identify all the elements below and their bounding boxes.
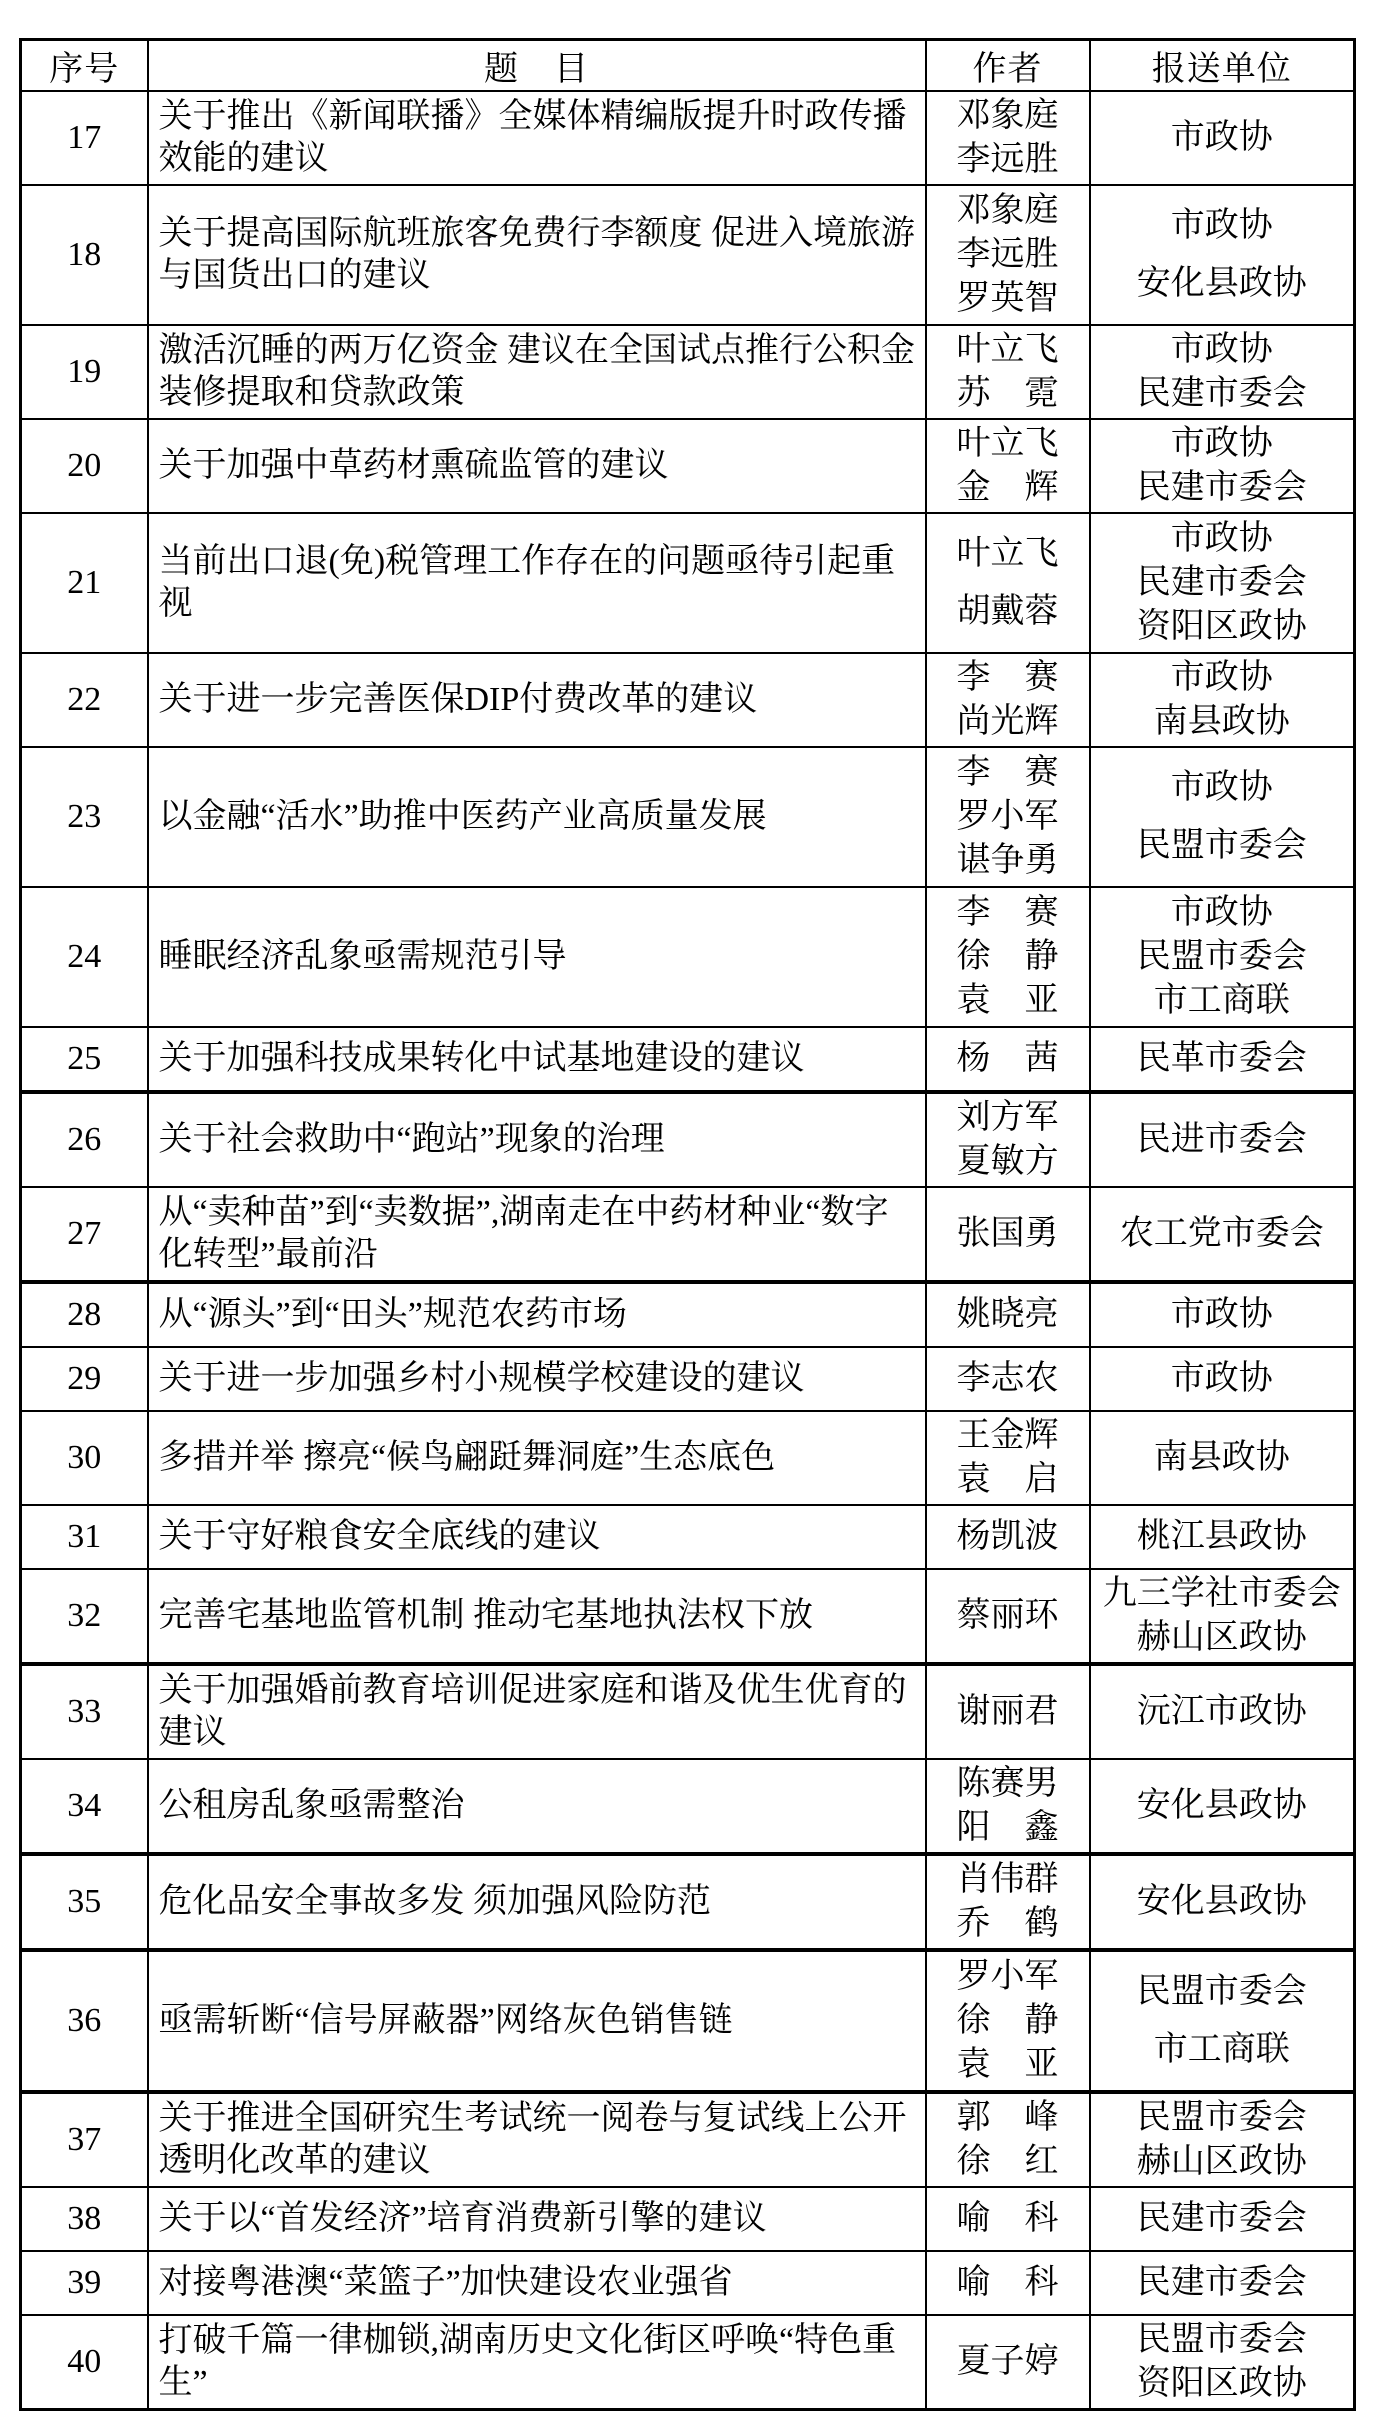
unit-name: 民进市委会 [1136,1121,1307,1158]
row-authors-stack [927,1952,1089,2090]
row-title-cell [148,185,926,325]
row-authors-stack [927,1028,1089,1090]
unit-name: 市政协 [1170,1296,1273,1333]
row-title-cell [148,1854,926,1950]
row-authors-cell [926,1854,1090,1950]
author-name: 喻 科 [956,2264,1059,2301]
author-name: 李志农 [956,1360,1059,1397]
row-authors-stack [927,2316,1089,2408]
table-row [21,1411,1355,1505]
row-title-text: 以金融“活水”助推中医药产业高质量发展 [158,798,767,835]
row-title-cell [148,1282,926,1347]
table-row [21,1092,1355,1187]
table-row [21,1950,1355,2092]
unit-name: 资阳区政协 [1136,2364,1307,2402]
row-authors-stack [927,2188,1089,2250]
row-serial-number: 27 [21,1187,148,1282]
author-name: 夏敏方 [956,1142,1059,1180]
author-name: 罗小军 [956,1958,1059,1995]
row-authors-cell [926,91,1090,185]
row-title-text: 公租房乱象亟需整治 [158,1787,465,1824]
unit-name: 民盟市委会 [1136,827,1307,865]
row-authors-stack [927,186,1089,324]
row-title-text: 当前出口退(免)税管理工作存在的问题亟待引起重视 [158,543,896,622]
table-row [21,1027,1355,1092]
table-row [21,513,1355,653]
row-title-cell [148,1187,926,1282]
row-serial-number: 29 [21,1347,148,1411]
row-authors-stack [927,2252,1089,2314]
row-authors-cell [926,887,1090,1027]
unit-name: 南县政协 [1153,702,1290,740]
row-authors-cell [926,325,1090,419]
author-name: 喻 科 [956,2200,1059,2237]
row-title-text: 关于社会救助中“跑站”现象的治理 [158,1121,665,1158]
unit-name: 市政协 [1170,331,1273,369]
row-authors-stack [927,748,1089,886]
author-name: 袁 亚 [956,2046,1059,2083]
row-title-cell [148,1092,926,1187]
row-units-stack [1091,1284,1354,1346]
table-row [21,887,1355,1027]
row-serial-number: 38 [21,2187,148,2251]
row-authors-cell [926,1092,1090,1187]
row-units-cell [1090,887,1355,1027]
row-title-text: 完善宅基地监管机制 推动宅基地执法权下放 [158,1597,813,1634]
author-name: 邓象庭 [956,192,1059,229]
row-authors-stack [927,1760,1089,1852]
table-row [21,2315,1355,2410]
row-units-stack [1091,92,1354,184]
unit-name: 民盟市委会 [1136,2321,1307,2359]
row-title-cell [148,419,926,513]
row-authors-cell [926,2092,1090,2187]
row-serial-number: 25 [21,1027,148,1092]
author-name: 金 辉 [956,468,1059,506]
row-authors-cell [926,1505,1090,1569]
row-authors-stack [927,1570,1089,1662]
author-name: 肖伟群 [956,1861,1059,1899]
row-units-cell [1090,1664,1355,1759]
row-authors-cell [926,2315,1090,2410]
table-row [21,325,1355,419]
header-author: 作者 [926,40,1090,92]
table-row [21,91,1355,185]
row-authors-stack [927,1506,1089,1568]
author-name: 李 赛 [956,754,1059,791]
row-title-cell [148,887,926,1027]
table-row [21,185,1355,325]
unit-name: 民盟市委会 [1136,2099,1307,2137]
author-name: 李 赛 [956,894,1059,931]
row-authors-stack [927,326,1089,418]
row-serial-number: 20 [21,419,148,513]
row-serial-number: 32 [21,1569,148,1664]
row-authors-stack [927,888,1089,1026]
row-serial-number: 34 [21,1759,148,1854]
author-name: 邓象庭 [956,97,1059,135]
row-units-stack [1091,1028,1354,1090]
unit-name: 安化县政协 [1136,1787,1307,1824]
unit-name: 资阳区政协 [1136,608,1307,645]
table-row [21,2092,1355,2187]
table-row [21,1347,1355,1411]
row-units-cell [1090,1854,1355,1950]
row-title-text: 从“源头”到“田头”规范农药市场 [158,1296,627,1333]
author-name: 杨 茜 [956,1040,1059,1077]
unit-name: 桃江县政协 [1136,1518,1307,1555]
row-title-text: 关于加强科技成果转化中试基地建设的建议 [158,1040,805,1077]
row-units-cell [1090,1569,1355,1664]
row-authors-cell [926,1950,1090,2092]
row-units-stack [1091,748,1354,886]
unit-name: 市工商联 [1153,982,1290,1019]
row-title-text: 关于提高国际航班旅客免费行李额度 促进入境旅游与国货出口的建议 [158,215,915,294]
table-row [21,2187,1355,2251]
unit-name: 民建市委会 [1136,374,1307,412]
row-authors-cell [926,2251,1090,2315]
unit-name: 民建市委会 [1136,468,1307,506]
row-units-stack [1091,2188,1354,2250]
row-title-cell [148,1347,926,1411]
unit-name: 安化县政协 [1136,265,1307,303]
row-authors-stack [927,1856,1089,1948]
row-units-cell [1090,2187,1355,2251]
table-row [21,419,1355,513]
table-row [21,1282,1355,1347]
row-units-cell [1090,2251,1355,2315]
table-body [21,91,1355,2410]
row-title-text: 多措并举 擦亮“候鸟翩跹舞洞庭”生态底色 [158,1439,776,1476]
row-authors-cell [926,747,1090,887]
row-units-stack [1091,1856,1354,1948]
unit-name: 民建市委会 [1136,2200,1307,2237]
author-name: 谢丽君 [956,1693,1059,1730]
author-name: 叶立飞 [956,534,1059,572]
table-row [21,1505,1355,1569]
row-units-stack [1091,1094,1354,1186]
row-units-cell [1090,1027,1355,1092]
row-title-text: 关于推进全国研究生考试统一阅卷与复试线上公开透明化改革的建议 [158,2100,907,2179]
row-authors-stack [927,2094,1089,2186]
row-authors-cell [926,513,1090,653]
row-title-cell [148,91,926,185]
row-title-cell [148,2315,926,2410]
unit-name: 民革市委会 [1136,1040,1307,1077]
row-authors-cell [926,1027,1090,1092]
row-units-stack [1091,2316,1354,2408]
row-units-cell [1090,419,1355,513]
row-units-cell [1090,2092,1355,2187]
row-serial-number: 39 [21,2251,148,2315]
row-title-text: 亟需斩断“信号屏蔽器”网络灰色销售链 [158,2002,733,2039]
row-units-stack [1091,654,1354,746]
row-authors-cell [926,1664,1090,1759]
author-name: 陈赛男 [956,1765,1059,1803]
author-name: 杨凯波 [956,1518,1059,1555]
row-title-text: 关于加强中草药材熏硫监管的建议 [158,447,669,484]
row-units-cell [1090,653,1355,747]
author-name: 李远胜 [956,236,1059,273]
row-serial-number: 37 [21,2092,148,2187]
unit-name: 民建市委会 [1136,564,1307,601]
table-row [21,1854,1355,1950]
author-name: 乔 鹤 [956,1904,1059,1942]
row-serial-number: 40 [21,2315,148,2410]
table-row [21,747,1355,887]
row-authors-cell [926,1187,1090,1282]
row-units-stack [1091,420,1354,512]
unit-name: 民盟市委会 [1136,1972,1307,2010]
row-units-stack [1091,888,1354,1026]
header-title: 题 目 [148,40,926,92]
table-row [21,1569,1355,1664]
row-title-cell [148,2251,926,2315]
row-authors-stack [927,420,1089,512]
unit-name: 市政协 [1170,119,1273,156]
unit-name: 市政协 [1170,520,1273,557]
row-units-cell [1090,2315,1355,2410]
row-title-cell [148,2187,926,2251]
author-name: 苏 霓 [956,374,1059,412]
author-name: 谌争勇 [956,842,1059,879]
row-units-stack [1091,1570,1354,1662]
row-title-text: 关于进一步完善医保DIP付费改革的建议 [158,681,758,718]
row-authors-stack [927,1666,1089,1758]
row-title-cell [148,1569,926,1664]
row-serial-number: 36 [21,1950,148,2092]
header-serial-number: 序号 [21,40,148,92]
author-name: 罗小军 [956,798,1059,835]
row-units-cell [1090,513,1355,653]
row-authors-stack [927,654,1089,746]
row-units-cell [1090,1282,1355,1347]
row-authors-cell [926,1282,1090,1347]
unit-name: 民盟市委会 [1136,938,1307,975]
author-name: 李 赛 [956,659,1059,697]
unit-name: 市政协 [1170,768,1273,806]
row-title-text: 从“卖种苗”到“卖数据”,湖南走在中药材种业“数字化转型”最前沿 [158,1194,889,1273]
row-title-text: 关于推出《新闻联播》全媒体精编版提升时政传播效能的建议 [158,98,907,177]
row-units-cell [1090,1347,1355,1411]
author-name: 李远胜 [956,140,1059,178]
table-row [21,1664,1355,1759]
row-title-text: 对接粤港澳“菜篮子”加快建设农业强省 [158,2264,733,2301]
unit-name: 市政协 [1170,1360,1273,1397]
row-title-cell [148,1664,926,1759]
author-name: 阳 鑫 [956,1808,1059,1846]
row-title-cell [148,747,926,887]
author-name: 张国勇 [956,1215,1059,1252]
row-authors-cell [926,2187,1090,2251]
row-authors-stack [927,92,1089,184]
author-name: 罗英智 [956,280,1059,317]
unit-name: 安化县政协 [1136,1883,1307,1920]
table-row [21,653,1355,747]
author-name: 王金辉 [956,1417,1059,1455]
author-name: 夏子婷 [956,2343,1059,2380]
author-name: 袁 亚 [956,982,1059,1019]
row-authors-cell [926,653,1090,747]
row-units-cell [1090,1759,1355,1854]
row-title-cell [148,1027,926,1092]
table-header [21,40,1355,92]
row-authors-cell [926,1411,1090,1505]
row-title-text: 睡眠经济乱象亟需规范引导 [158,938,567,975]
unit-name: 南县政协 [1153,1439,1290,1476]
author-name: 姚晓亮 [956,1296,1059,1333]
row-authors-cell [926,185,1090,325]
row-serial-number: 31 [21,1505,148,1569]
row-authors-stack [927,1094,1089,1186]
row-serial-number: 26 [21,1092,148,1187]
row-units-stack [1091,1666,1354,1758]
author-name: 尚光辉 [956,702,1059,740]
row-serial-number: 30 [21,1411,148,1505]
row-units-stack [1091,2252,1354,2314]
row-authors-stack [927,1284,1089,1346]
row-title-text: 打破千篇一律枷锁,湖南历史文化街区呼唤“特色重生” [158,2322,897,2401]
row-units-stack [1091,2094,1354,2186]
row-serial-number: 33 [21,1664,148,1759]
row-title-text: 关于加强婚前教育培训促进家庭和谐及优生优育的建议 [158,1672,907,1751]
row-units-cell [1090,325,1355,419]
row-title-cell [148,513,926,653]
row-serial-number: 35 [21,1854,148,1950]
row-units-cell [1090,185,1355,325]
unit-name: 农工党市委会 [1119,1215,1324,1252]
author-name: 徐 静 [956,938,1059,975]
row-authors-cell [926,1759,1090,1854]
row-units-stack [1091,1952,1354,2090]
unit-name: 九三学社市委会 [1102,1575,1341,1613]
row-authors-stack [927,1348,1089,1410]
row-title-text: 关于进一步加强乡村小规模学校建设的建议 [158,1360,805,1397]
row-units-stack [1091,1188,1354,1280]
author-name: 叶立飞 [956,331,1059,369]
row-authors-cell [926,1347,1090,1411]
row-units-stack [1091,186,1354,324]
row-units-stack [1091,1760,1354,1852]
row-title-cell [148,1505,926,1569]
author-name: 徐 红 [956,2142,1059,2180]
row-title-cell [148,325,926,419]
row-units-cell [1090,1187,1355,1282]
row-units-stack [1091,1412,1354,1504]
unit-name: 市政协 [1170,659,1273,697]
row-units-cell [1090,1092,1355,1187]
row-title-cell [148,1950,926,2092]
unit-name: 市政协 [1170,425,1273,463]
row-serial-number: 19 [21,325,148,419]
unit-name: 沅江市政协 [1136,1693,1307,1730]
header-submitting-unit: 报送单位 [1090,40,1355,92]
row-title-text: 关于守好粮食安全底线的建议 [158,1518,601,1555]
row-serial-number: 24 [21,887,148,1027]
unit-name: 市政协 [1170,894,1273,931]
row-serial-number: 17 [21,91,148,185]
row-units-stack [1091,326,1354,418]
table-row [21,1187,1355,1282]
row-units-stack [1091,1506,1354,1568]
row-serial-number: 23 [21,747,148,887]
header-row [21,40,1355,92]
unit-name: 市工商联 [1153,2031,1290,2069]
unit-name: 赫山区政协 [1136,2142,1307,2180]
author-name: 袁 启 [956,1460,1059,1498]
row-title-cell [148,1411,926,1505]
author-name: 胡戴蓉 [956,593,1059,631]
row-serial-number: 28 [21,1282,148,1347]
row-serial-number: 21 [21,513,148,653]
row-serial-number: 22 [21,653,148,747]
row-units-stack [1091,1348,1354,1410]
row-title-cell [148,1759,926,1854]
unit-name: 赫山区政协 [1136,1618,1307,1656]
row-units-cell [1090,1505,1355,1569]
author-name: 叶立飞 [956,425,1059,463]
row-authors-stack [927,1412,1089,1504]
row-serial-number: 18 [21,185,148,325]
row-title-text: 激活沉睡的两万亿资金 建议在全国试点推行公积金装修提取和贷款政策 [158,332,915,411]
row-units-cell [1090,747,1355,887]
author-name: 刘方军 [956,1099,1059,1137]
row-title-cell [148,653,926,747]
row-authors-cell [926,419,1090,513]
author-name: 徐 静 [956,2002,1059,2039]
row-authors-stack [927,514,1089,652]
row-units-cell [1090,1950,1355,2092]
row-authors-stack [927,1188,1089,1280]
row-units-cell [1090,1411,1355,1505]
row-authors-cell [926,1569,1090,1664]
scanned-document-page [0,38,1376,2415]
row-title-text: 关于以“首发经济”培育消费新引擎的建议 [158,2200,767,2237]
row-title-cell [148,2092,926,2187]
author-name: 郭 峰 [956,2099,1059,2137]
author-name: 蔡丽环 [956,1597,1059,1634]
row-title-text: 危化品安全事故多发 须加强风险防范 [158,1883,711,1920]
unit-name: 民建市委会 [1136,2264,1307,2301]
row-units-stack [1091,514,1354,652]
row-units-cell [1090,91,1355,185]
proposals-table [19,38,1356,2411]
table-row [21,2251,1355,2315]
unit-name: 市政协 [1170,206,1273,244]
table-row [21,1759,1355,1854]
